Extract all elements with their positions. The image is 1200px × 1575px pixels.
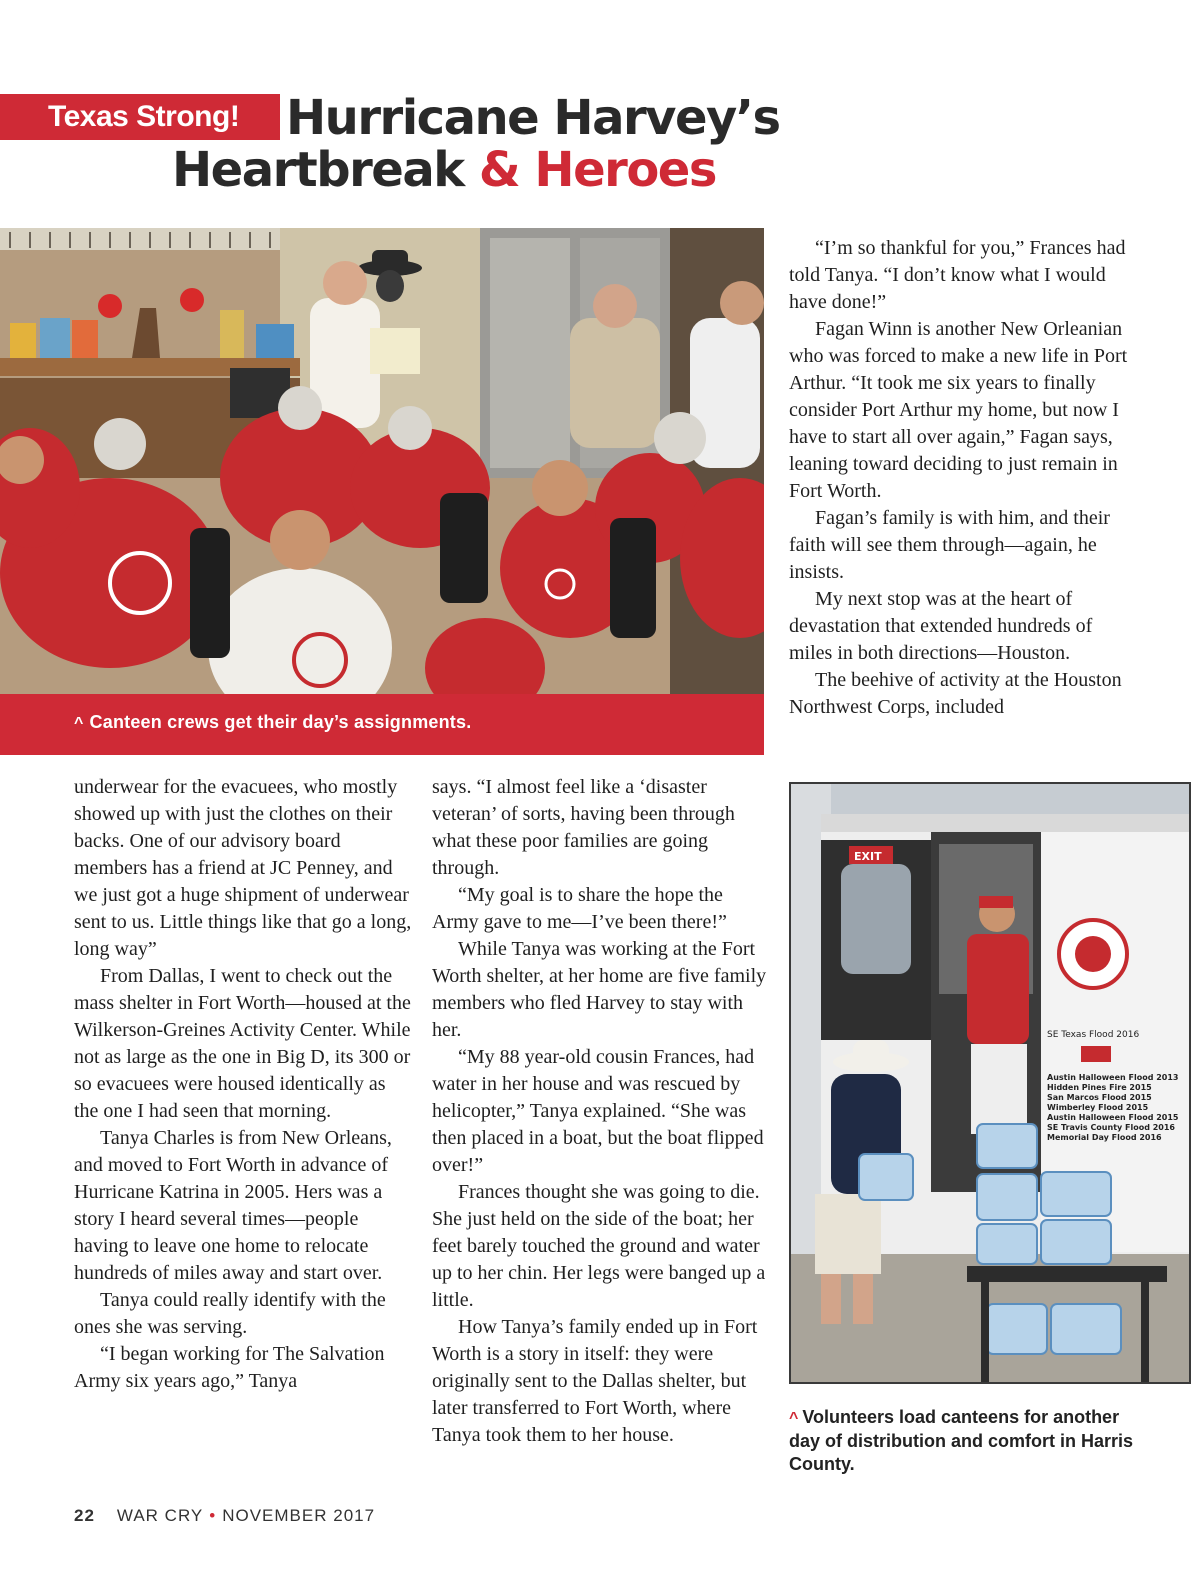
article-column-3 [789,235,1129,721]
truck-deployment: Hidden Pines Fire 2015 [1047,1083,1152,1092]
truck-deployment: San Marcos Flood 2015 [1047,1093,1152,1102]
headline-heartbreak: Heartbreak [172,142,479,198]
page-number: 22 [74,1506,95,1525]
kicker-label: Texas Strong! [48,100,240,133]
truck-deployment: Austin Halloween Flood 2015 [1047,1113,1179,1122]
truck-deployment: Wimberley Flood 2015 [1047,1103,1149,1112]
caret-up-icon: ^ [74,715,84,732]
paragraph: Frances thought she was going to die. She just held on the side of the boat; her feet barely touched the ground and water up to her chin. Her legs were banged up a little. [432,1181,766,1311]
side-photo-caption-text: Volunteers load canteens for another day of distribution and comfort in Harris County. [789,1407,1134,1474]
headline [172,92,780,196]
side-photo-caption [789,1406,1149,1476]
photo-canteen-crews-illustration [0,228,764,694]
paragraph: “I began working for The Salvation Army six years ago,” Tanya [74,1343,385,1392]
exit-sign: EXIT [854,850,882,863]
footer-separator: • [209,1506,217,1525]
article-column-1 [74,774,414,1395]
truck-deployment: SE Travis County Flood 2016 [1047,1123,1175,1132]
top-photo-caption-text: Canteen crews get their day’s assignments. [89,712,472,732]
truck-deployment: Memorial Day Flood 2016 [1047,1133,1162,1142]
paragraph: While Tanya was working at the Fort Worth shelter, at her home are five family members who fled Harvey to stay with her. [432,938,767,1041]
paragraph: Tanya Charles is from New Orleans, and moved to Fort Worth in advance of Hurricane Katrina in 2005. Hers was a story I heard several times—people having to leave one home to relocate hundreds of miles away and start over. [74,1127,392,1284]
truck-flood-title: SE Texas Flood 2016 [1047,1030,1140,1040]
paragraph: underwear for the evacuees, who mostly showed up with just the clothes on their backs. One of our advisory board members has a friend at JC Penney, and we just got a huge shipment of underwear sent to us. Little things like that go a long, long way” [74,776,412,960]
paragraph: The beehive of activity at the Houston Northwest Corps, included [789,669,1122,718]
top-photo-caption [74,712,471,733]
paragraph: Fagan Winn is another New Orleanian who was forced to make a new life in Port Arthur. “It took me six years to finally consider Port Arthur my home, but now I have to start all over again,” Fagan says, leaning toward deciding to just remain in Fort Worth. [789,318,1128,502]
photo-volunteers-illustration [791,784,1189,1382]
headline-line-1: Hurricane Harvey’s [286,90,780,146]
issue-date: NOVEMBER 2017 [222,1506,376,1525]
paragraph: “My 88 year-old cousin Frances, had water in her house and was rescued by helicopter,” Tanya explained. “She was then placed in a boat, but the boat flipped over!” [432,1046,764,1176]
headline-line-2 [172,144,780,196]
article-column-2 [432,774,772,1449]
publication-name: WAR CRY [116,1506,204,1525]
paragraph: From Dallas, I went to check out the mass shelter in Fort Worth—housed at the Wilkerson-Greines Activity Center. While not as large as the one in Big D, its 300 or so evacuees were housed identically as the one I had seen that morning. [74,965,411,1122]
photo-volunteers-canteen [789,782,1191,1384]
paragraph: says. “I almost feel like a ‘disaster veteran’ of sorts, having been through what these poor families are going through. [432,776,735,879]
paragraph: “I’m so thankful for you,” Frances had told Tanya. “I don’t know what I would have done!” [789,237,1126,313]
caret-up-icon: ^ [789,1410,799,1427]
paragraph: Fagan’s family is with him, and their faith will see them through—again, he insists. [789,507,1110,583]
paragraph: Tanya could really identify with the ones she was serving. [74,1289,386,1338]
page-footer [74,1506,375,1526]
photo-canteen-crews [0,228,764,694]
paragraph: “My goal is to share the hope the Army gave to me—I’ve been there!” [432,884,727,933]
headline-ampersand: & [478,142,520,198]
paragraph: My next stop was at the heart of devastation that extended hundreds of miles in both directions—Houston. [789,588,1093,664]
paragraph: How Tanya’s family ended up in Fort Worth is a story in itself: they were originally sent to the Dallas shelter, but later transferred to Fort Worth, where Tanya took them to her house. [432,1316,758,1446]
headline-heroes: Heroes [519,142,716,198]
truck-deployment: Austin Halloween Flood 2013 [1047,1073,1179,1082]
